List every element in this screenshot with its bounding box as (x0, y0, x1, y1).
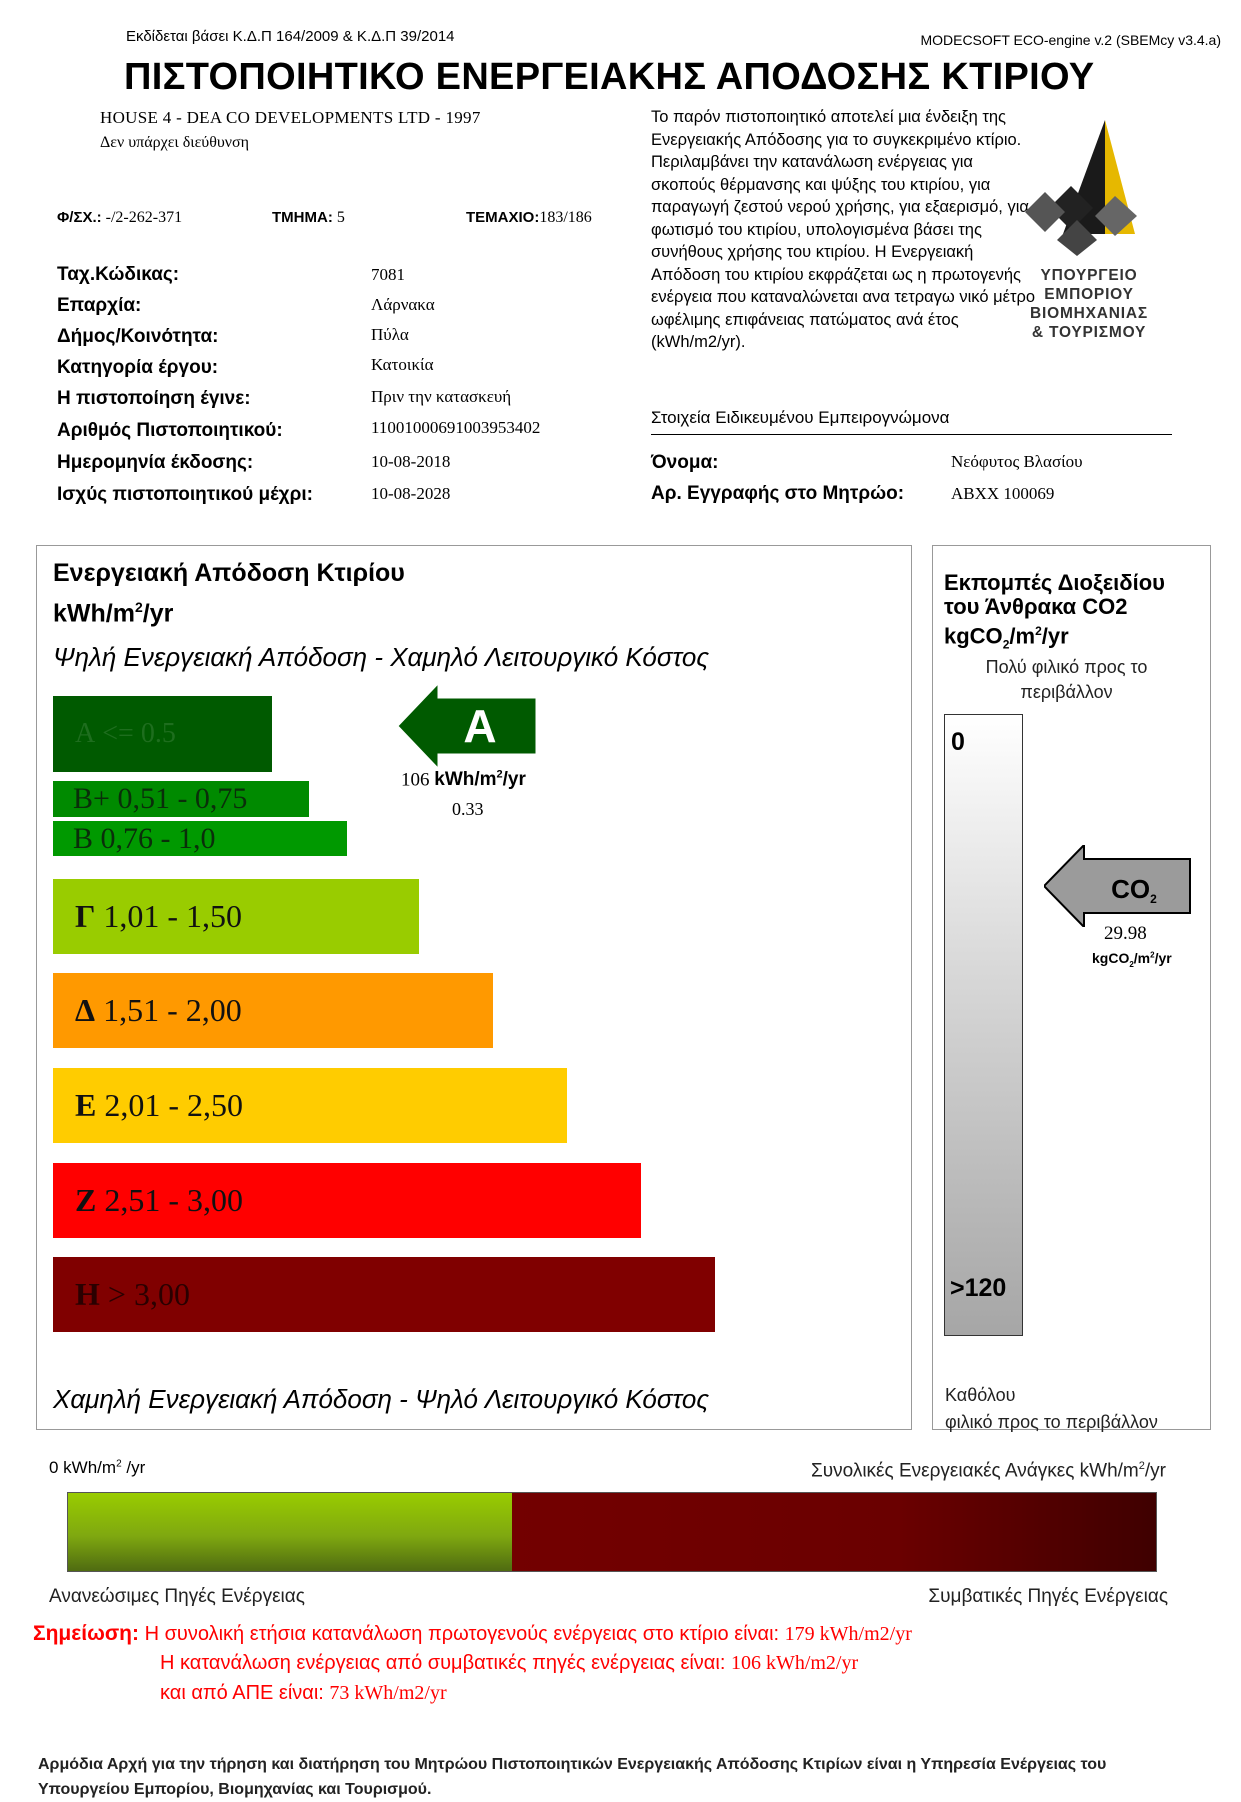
authority-footer: Αρμόδια Αρχή για την τήρηση και διατήρηση του Μητρώου Πιστοποιητικών Ενεργειακής Απόδοσης Κτιρίων είναι η Υπηρεσία Ενέργειας του Υπουργείου Εμπορίου, Βιομηχανίας και Τουρισμού. (38, 1756, 1107, 1798)
energy-unit-base: kWh/m (53, 599, 135, 628)
sheet-ref (57, 209, 182, 227)
detail-value: 7081 (371, 265, 405, 284)
zero-sup: 2 (116, 1458, 122, 1470)
rating-band-b-plus (53, 781, 309, 817)
block-ref-label: ΤΜΗΜΑ: (272, 209, 333, 226)
rating-band-d (53, 973, 493, 1048)
rating-band-g (53, 879, 419, 954)
unit-base: kgCO (944, 623, 1003, 649)
expert-name-value: Νεόφυτος Βλασίου (951, 452, 1083, 471)
band-letter: A (75, 718, 96, 749)
rating-band-e (53, 1068, 567, 1143)
unit-end: /yr (502, 769, 526, 791)
expert-heading: Στοιχεία Ειδικευμένου Εμπειρογνώμονα (651, 408, 950, 427)
unit-mid: /m (1009, 623, 1036, 649)
plot-ref (466, 209, 592, 227)
expert-reg-label: Αρ. Εγγραφής στο Μητρώο: (651, 483, 905, 504)
unit-base: kWh/m (434, 769, 497, 791)
low-efficiency-label: Χαμηλή Ενεργειακή Απόδοση - Ψηλό Λειτουργικό Κόστος (53, 1384, 710, 1414)
co2-arrow-label: CO (1111, 874, 1151, 904)
co2-arrow-sub: 2 (1150, 892, 1157, 906)
co2-title-line: Εκπομπές Διοξειδίου (944, 570, 1165, 595)
note-text: Η κατανάλωση ενέργειας από συμβατικές πηγές ενέργειας είναι: (160, 1652, 731, 1674)
co2-scale-top: 0 (951, 728, 965, 756)
detail-label: Η πιστοποίηση έγινε: (57, 388, 251, 409)
detail-value: Λάρνακα (371, 295, 435, 314)
unit-sup: 2 (496, 769, 503, 781)
document-title: ΠΙΣΤΟΠΟΙΗΤΙΚΟ ΕΝΕΡΓΕΙΑΚΗΣ ΑΠΟΔΟΣΗΣ ΚΤΙΡΙΟΥ (124, 56, 1095, 98)
note-value: 106 kWh/m2/yr (730, 1652, 859, 1674)
band-letter: Ε (75, 1087, 97, 1123)
note-value: 179 kWh/m2/yr (784, 1623, 912, 1645)
rating-band-h (53, 1257, 715, 1332)
energy-unit-end: /yr (142, 599, 174, 628)
band-letter: B (73, 822, 94, 855)
conventional-label: Συμβατικές Πηγές Ενέργειας (928, 1586, 1168, 1607)
co2-value: 29.98 (1104, 923, 1147, 944)
band-range: > 3,00 (107, 1276, 190, 1312)
band-range: <= 0.5 (102, 718, 176, 749)
co2-scale-bottom: >120 (950, 1274, 1007, 1302)
co2-unfriendly-line: Καθόλου (945, 1385, 1016, 1405)
ministry-line: ΒΙΟΜΗΧΑΝΙΑΣ (1030, 305, 1148, 322)
total-end: /yr (1144, 1460, 1166, 1482)
co2-value-unit (1092, 950, 1172, 969)
unit-end: /yr (1154, 950, 1172, 966)
block-ref-value: 5 (336, 209, 345, 226)
software-version: MODECSOFT ECO-engine v.2 (SBEMcy v3.4.a) (920, 32, 1221, 48)
detail-value: Κατοικία (371, 355, 434, 374)
energy-unit-sup: 2 (134, 599, 143, 615)
band-range: 2,51 - 3,00 (104, 1182, 243, 1218)
renewable-segment (68, 1493, 512, 1571)
co2-title (944, 571, 1165, 657)
detail-label: Δήμος/Κοινότητα: (57, 326, 219, 347)
block-ref (272, 209, 345, 227)
co2-friendly-label: Πολύ φιλικό προς το περιβάλλον (985, 657, 1148, 702)
unit-mid: /m (1133, 950, 1151, 966)
rating-band-a (53, 696, 272, 772)
plot-ref-label: ΤΕΜΑΧΙΟ: (466, 209, 540, 226)
unit-base: kgCO (1092, 950, 1130, 966)
band-letter: Γ (75, 898, 96, 934)
energy-title-unit (53, 590, 405, 630)
detail-label: Επαρχία: (57, 295, 142, 316)
detail-label: Ταχ.Κώδικας: (57, 264, 180, 285)
energy-title-text: Ενεργειακή Απόδοση Κτιρίου (53, 559, 405, 587)
unit-sup: 2 (1035, 624, 1042, 638)
total-base: Συνολικές Ενεργειακές Ανάγκες kWh/m (810, 1460, 1139, 1482)
band-range: 0,76 - 1,0 (100, 822, 216, 855)
expert-name-label: Όνομα: (651, 452, 719, 473)
detail-label: Αριθμός Πιστοποιητικού: (57, 420, 283, 441)
energy-source-bar (67, 1492, 1157, 1572)
detail-label: Κατηγορία έργου: (57, 357, 219, 378)
certificate-description: Το παρόν πιστοποιητικό αποτελεί μια ένδειξη της Ενεργειακής Απόδοσης για το συγκεκριμένο κτίριο. Περιλαμβάνει την κατανάλωση ενέργειας για σκοπούς θέρμανσης και ψύξης του κτιρίου, για παραγωγή ζεστού νερού χρήσης, για εξαερισμό, για φωτισμό του κτιρίου, υπολογισμένα βάσει της συνήθους χρήσης του κτιρίου. Η Ενεργειακή Απόδοση του κτιρίου εκφράζεται ως η πρωτογενής ενέργεια που καταναλώνεται ανα τετραγω νικό μέτρο ωφέλιμης επιφάνειας πατώματος ανά έτος (kWh/m2/yr). (651, 108, 1036, 351)
zero-end: /yr (121, 1458, 146, 1477)
energy-value-number: 106 (401, 769, 430, 791)
note-line-3 (160, 1682, 447, 1705)
issued-basis: Εκδίδεται βάσει Κ.Δ.Π 164/2009 & Κ.Δ.Π 39/2014 (126, 28, 455, 45)
unit-end: /yr (1041, 623, 1069, 649)
band-range: 0,51 - 0,75 (117, 782, 248, 815)
co2-title-unit (944, 619, 1165, 657)
plot-ref-value: 183/186 (539, 209, 592, 226)
rating-arrow-icon (398, 684, 536, 768)
source-scale-total (811, 1460, 1166, 1482)
energy-value (401, 769, 526, 791)
band-letter: Η (75, 1276, 100, 1312)
energy-value-unit (434, 769, 526, 790)
co2-scale-bar (944, 714, 1023, 1336)
band-range: 1,01 - 1,50 (103, 898, 243, 934)
note-line-2 (160, 1652, 858, 1675)
note-text: και από ΑΠΕ είναι: (160, 1682, 330, 1704)
co2-unfriendly-line: φιλικό προς το περιβάλλον (945, 1412, 1158, 1432)
co2-title-line: του Άνθρακα CO2 (944, 594, 1128, 619)
band-range: 1,51 - 2,00 (103, 992, 242, 1028)
sheet-ref-label: Φ/ΣΧ.: (57, 209, 102, 226)
unit-sub: 2 (1129, 959, 1134, 969)
renewable-label: Ανανεώσιμες Πηγές Ενέργειας (49, 1586, 305, 1607)
expert-divider (651, 434, 1172, 435)
band-letter: Ζ (75, 1182, 97, 1218)
note-text: Η συνολική ετήσια κατανάλωση πρωτογενούς ενέργειας στο κτίριο είναι: (139, 1623, 785, 1645)
detail-value: 10-08-2018 (371, 452, 451, 471)
band-letter: B+ (73, 782, 110, 815)
building-address: Δεν υπάρχει διεύθυνση (100, 134, 250, 151)
ministry-line: ΕΜΠΟΡΙΟΥ (1044, 286, 1134, 303)
ministry-name (1004, 266, 1174, 342)
source-scale-zero (49, 1458, 145, 1478)
detail-label: Ισχύς πιστοποιητικού μέχρι: (57, 484, 313, 505)
rating-band-b (53, 821, 347, 856)
detail-value: Πύλα (371, 325, 409, 344)
detail-value: 11001000691003953402 (371, 418, 541, 437)
expert-reg-value: ΑΒΧΧ 100069 (951, 484, 1055, 503)
energy-panel-title (53, 556, 405, 630)
ministry-logo-icon (1015, 116, 1165, 256)
owner-name: HOUSE 4 - DEA CO DEVELOPMENTS LTD - 1997 (100, 108, 481, 127)
unit-sub: 2 (1002, 637, 1010, 652)
detail-label: Ημερομηνία έκδοσης: (57, 452, 254, 473)
co2-arrow-icon (1044, 845, 1192, 927)
detail-value: 10-08-2028 (371, 484, 451, 503)
rating-letter: A (463, 700, 497, 752)
energy-ratio: 0.33 (452, 799, 484, 819)
note-value: 73 kWh/m2/yr (329, 1682, 447, 1704)
ministry-line: ΥΠΟΥΡΓΕΙΟ (1040, 267, 1138, 284)
band-letter: Δ (75, 992, 96, 1028)
rating-band-z (53, 1163, 641, 1238)
band-range: 2,01 - 2,50 (104, 1087, 243, 1123)
ministry-line: & ΤΟΥΡΙΣΜΟΥ (1031, 324, 1147, 341)
zero-base: 0 kWh/m (49, 1458, 117, 1477)
total-sup: 2 (1138, 1460, 1145, 1472)
conventional-segment (512, 1493, 1156, 1571)
detail-value: Πριν την κατασκευή (371, 387, 512, 406)
high-efficiency-label: Ψηλή Ενεργειακή Απόδοση - Χαμηλό Λειτουργικό Κόστος (53, 642, 710, 672)
unit-sup: 2 (1150, 950, 1155, 960)
sheet-ref-value: -/2-262-371 (105, 209, 183, 226)
co2-unfriendly-label (945, 1382, 1158, 1436)
note-line-1 (33, 1622, 912, 1646)
note-label: Σημείωση: (33, 1622, 140, 1645)
